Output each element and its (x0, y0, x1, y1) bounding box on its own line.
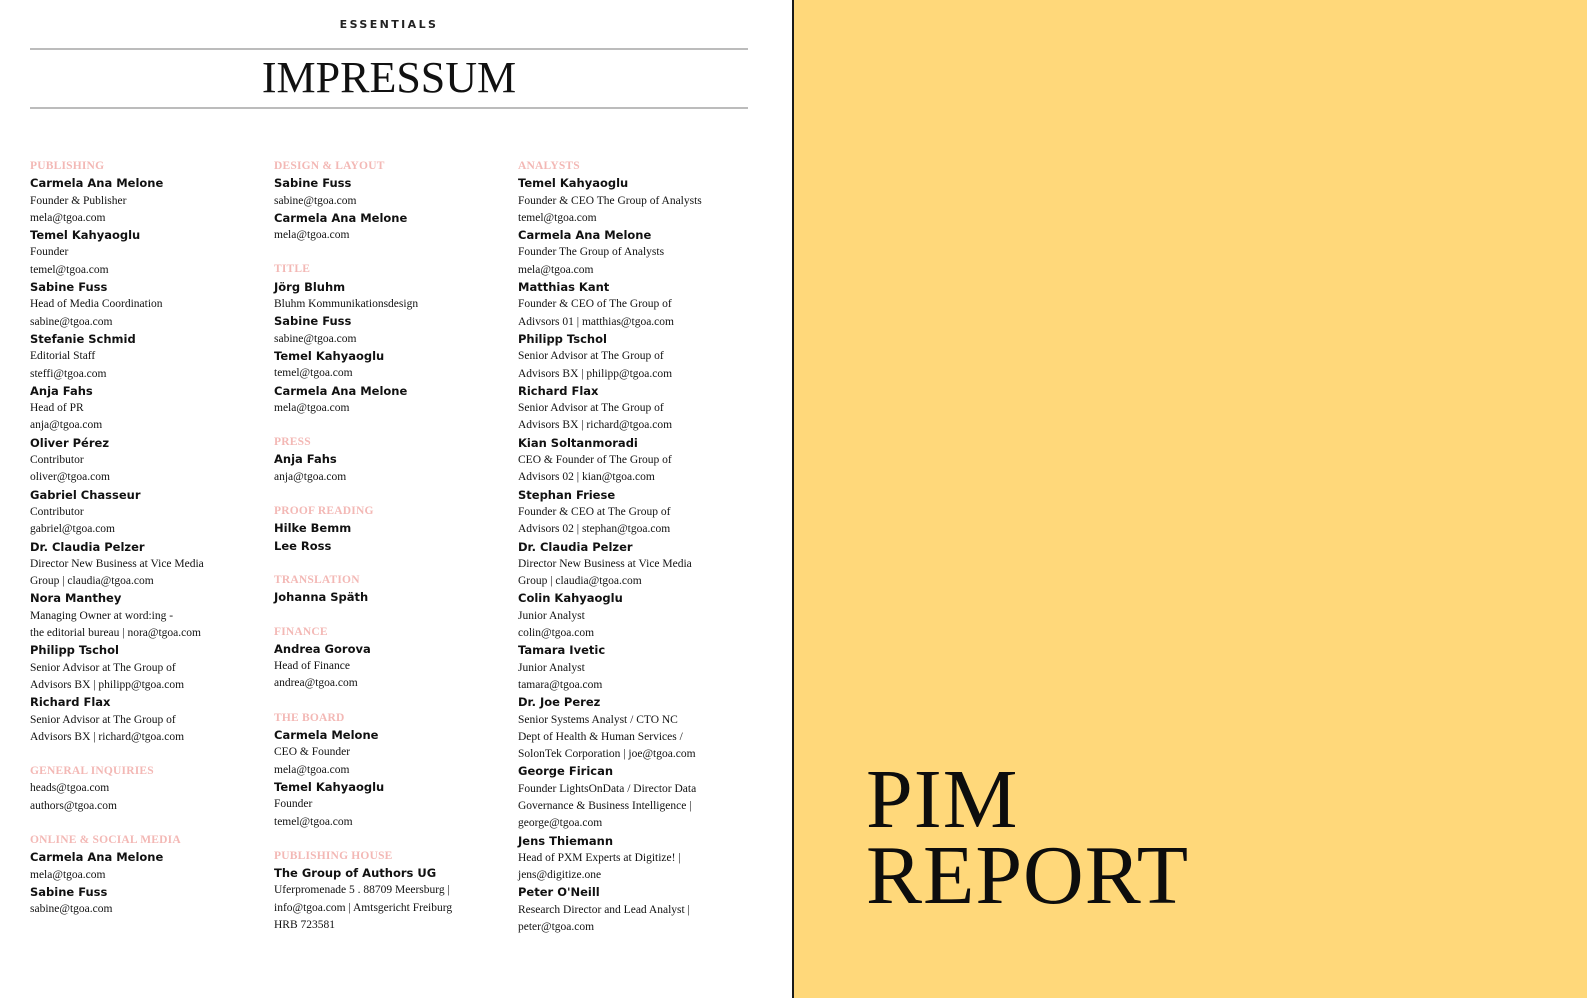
contact-detail-line: sabine@tgoa.com (30, 315, 113, 328)
contact-entry (30, 383, 265, 435)
contact-name: Carmela Melone (274, 728, 379, 743)
contact-detail-line: sabine@tgoa.com (274, 332, 357, 345)
section-heading: ONLINE & SOCIAL MEDIA (30, 833, 181, 846)
contact-name: Carmela Ana Melone (518, 228, 652, 243)
contact-name: George Firican (518, 764, 614, 779)
contact-detail-line: Contributor (30, 454, 84, 467)
bottom-rule (30, 107, 748, 109)
contact-entry (518, 331, 753, 383)
contact-detail-line: oliver@tgoa.com (30, 471, 110, 484)
contact-detail-line: Editorial Staff (30, 350, 96, 363)
contact-detail-line: Junior Analyst (518, 609, 585, 622)
impressum-section (30, 158, 265, 746)
contact-name: Sabine Fuss (274, 314, 352, 329)
contact-detail-line: gabriel@tgoa.com (30, 523, 115, 536)
contact-entry (30, 487, 265, 539)
contact-detail-line: Head of Finance (274, 660, 350, 673)
contact-detail-line: Contributor (30, 505, 84, 518)
contact-entry (30, 694, 265, 746)
top-rule (30, 48, 748, 50)
contact-detail-line: temel@tgoa.com (30, 263, 109, 276)
contact-entry (274, 727, 509, 779)
contact-detail-line: andrea@tgoa.com (274, 677, 358, 690)
contact-entry (518, 590, 753, 642)
contact-detail-line: steffi@tgoa.com (30, 367, 107, 380)
contact-detail-line: Managing Owner at word:ing - (30, 609, 174, 622)
contact-detail-line: CEO & Founder (274, 746, 351, 759)
section-kicker: ESSENTIALS (339, 18, 439, 31)
contact-entry (30, 642, 265, 694)
contact-name: Sabine Fuss (30, 280, 108, 295)
contact-name: Tamara Ivetic (518, 643, 606, 658)
contact-detail-line: Founder & Publisher (30, 194, 127, 207)
impressum-section (30, 763, 265, 815)
contact-detail-line: sabine@tgoa.com (30, 903, 113, 916)
contact-detail-line: Senior Advisor at The Group of (518, 350, 664, 363)
contact-name: Philipp Tschol (518, 331, 607, 346)
contact-detail-line: authors@tgoa.com (30, 799, 117, 812)
left-page (0, 0, 792, 998)
contact-entry (274, 641, 509, 693)
contact-name: Peter O'Neill (518, 885, 600, 900)
contact-entry (274, 383, 509, 418)
contact-detail-line: Group | claudia@tgoa.com (518, 575, 642, 588)
contact-name: Carmela Ana Melone (30, 176, 164, 191)
section-heading: TITLE (274, 263, 311, 276)
contact-name: Nora Manthey (30, 591, 122, 606)
contact-name: Philipp Tschol (30, 643, 119, 658)
contact-entry (518, 539, 753, 591)
contact-entry (30, 175, 265, 227)
contact-entry (518, 279, 753, 331)
contact-detail-line: temel@tgoa.com (518, 211, 597, 224)
contact-name: Jens Thiemann (518, 833, 614, 848)
contact-name: Temel Kahyaoglu (518, 176, 629, 191)
contact-entry (274, 348, 509, 383)
report-title-line-2: REPORT (866, 829, 1190, 922)
contact-detail-line: Head of Media Coordination (30, 298, 163, 311)
contact-detail-line: Dept of Health & Human Services / (518, 730, 683, 743)
contact-name: Carmela Ana Melone (274, 210, 408, 225)
contact-detail-line: SolonTek Corporation | joe@tgoa.com (518, 748, 696, 761)
contact-detail-line: Founder & CEO of The Group of (518, 298, 672, 311)
contact-entry (274, 779, 509, 831)
contact-entry (30, 780, 265, 815)
contact-name: Stephan Friese (518, 487, 616, 502)
contact-name: Colin Kahyaoglu (518, 591, 623, 606)
impressum-section (518, 158, 753, 936)
contact-entry (274, 451, 509, 486)
contact-detail-line: tamara@tgoa.com (518, 678, 603, 691)
contact-name: Sabine Fuss (30, 884, 108, 899)
contact-detail-line: anja@tgoa.com (30, 419, 103, 432)
contact-detail-line: Head of PXM Experts at Digitize! | (518, 851, 681, 864)
section-heading: THE BOARD (274, 711, 345, 724)
page-title: IMPRESSUM (261, 53, 517, 102)
contact-detail-line: heads@tgoa.com (30, 782, 110, 795)
contact-name: Carmela Ana Melone (30, 850, 164, 865)
impressum-section (274, 503, 509, 555)
contact-entry (518, 487, 753, 539)
contact-name: Dr. Claudia Pelzer (518, 539, 633, 554)
impressum-section (274, 158, 509, 244)
section-heading: TRANSLATION (274, 573, 360, 586)
contact-detail-line: Uferpromenade 5 . 88709 Meersburg | (274, 884, 450, 897)
contact-entry (518, 884, 753, 936)
contact-entry (30, 849, 265, 884)
contact-name: Anja Fahs (274, 452, 337, 467)
contact-entry (518, 694, 753, 763)
section-heading: DESIGN & LAYOUT (274, 160, 385, 172)
section-heading: PRESS (274, 436, 311, 449)
contact-detail-line: Founder & CEO at The Group of (518, 505, 671, 518)
contact-detail-line: the editorial bureau | nora@tgoa.com (30, 627, 201, 640)
contact-detail-line: Founder LightsOnData / Director Data (518, 782, 697, 795)
report-title-line-1: PIM (866, 753, 1019, 846)
contact-detail-line: Founder The Group of Analysts (518, 246, 665, 259)
impressum-section (274, 261, 509, 417)
report-title (866, 753, 1190, 922)
contact-name: Anja Fahs (30, 383, 93, 398)
contact-entry (274, 175, 509, 210)
contact-entry (30, 539, 265, 591)
contact-detail-line: Advisors BX | richard@tgoa.com (518, 419, 673, 432)
impressum-section (274, 572, 509, 607)
contact-name: Temel Kahyaoglu (274, 779, 385, 794)
section-heading: PUBLISHING HOUSE (274, 849, 393, 862)
contact-detail-line: temel@tgoa.com (274, 815, 353, 828)
contact-entry (274, 538, 509, 555)
contact-name: Oliver Pérez (30, 435, 110, 450)
contact-detail-line: Governance & Business Intelligence | (518, 799, 692, 812)
contact-name: Richard Flax (518, 383, 599, 398)
contact-detail-line: mela@tgoa.com (30, 868, 106, 881)
contact-detail-line: peter@tgoa.com (518, 921, 595, 934)
contact-detail-line: jens@digitize.one (518, 869, 602, 882)
contact-name: Gabriel Chasseur (30, 487, 141, 502)
contact-detail-line: Advisors 02 | stephan@tgoa.com (518, 523, 671, 536)
contact-entry (30, 227, 265, 279)
contact-entry (274, 520, 509, 537)
contact-detail-line: temel@tgoa.com (274, 367, 353, 380)
contact-entry (274, 313, 509, 348)
contact-detail-line: anja@tgoa.com (274, 470, 347, 483)
contact-name: Hilke Bemm (274, 521, 352, 536)
contact-entry (518, 175, 753, 227)
contact-name: Richard Flax (30, 695, 111, 710)
contact-detail-line: Senior Systems Analyst / CTO NC (518, 713, 678, 726)
contact-entry (518, 763, 753, 832)
contact-detail-line: Group | claudia@tgoa.com (30, 575, 154, 588)
contact-name: Johanna Späth (274, 590, 369, 605)
impressum-section (274, 710, 509, 831)
contact-detail-line: Advisors BX | philipp@tgoa.com (518, 367, 673, 380)
contact-name: The Group of Authors UG (274, 866, 437, 881)
contact-detail-line: Director New Business at Vice Media (30, 557, 204, 570)
contact-detail-line: mela@tgoa.com (518, 263, 594, 276)
contact-detail-line: mela@tgoa.com (274, 401, 350, 414)
contact-detail-line: Founder & CEO The Group of Analysts (518, 194, 702, 207)
contact-detail-line: info@tgoa.com | Amtsgericht Freiburg (274, 901, 453, 914)
contact-detail-line: Advisors BX | philipp@tgoa.com (30, 678, 185, 691)
contact-entry (518, 642, 753, 694)
contact-entry (518, 435, 753, 487)
contact-detail-line: Adivsors 01 | matthias@tgoa.com (518, 315, 674, 328)
contact-detail-line: george@tgoa.com (518, 817, 603, 830)
impressum-section (274, 624, 509, 693)
contact-name: Kian Soltanmoradi (518, 435, 638, 450)
contact-name: Temel Kahyaoglu (30, 228, 141, 243)
contact-entry (274, 865, 509, 934)
contact-detail-line: Senior Advisor at The Group of (30, 661, 176, 674)
contact-name: Dr. Claudia Pelzer (30, 539, 145, 554)
contact-detail-line: Director New Business at Vice Media (518, 557, 692, 570)
contact-detail-line: sabine@tgoa.com (274, 194, 357, 207)
contact-name: Jörg Bluhm (274, 279, 346, 294)
contact-name: Andrea Gorova (274, 641, 371, 656)
section-heading: ANALYSTS (518, 160, 580, 172)
contact-detail-line: mela@tgoa.com (30, 211, 106, 224)
contact-detail-line: Founder (274, 798, 313, 811)
contact-name: Dr. Joe Perez (518, 695, 601, 710)
contact-name: Matthias Kant (518, 280, 610, 295)
contact-entry (274, 589, 509, 606)
contact-entry (518, 383, 753, 435)
contact-detail-line: Founder (30, 246, 69, 259)
contact-detail-line: Senior Advisor at The Group of (518, 402, 664, 415)
contact-entry (30, 590, 265, 642)
contact-entry (274, 279, 509, 314)
contact-entry (274, 210, 509, 245)
section-heading: FINANCE (274, 625, 328, 638)
contact-detail-line: Advisors BX | richard@tgoa.com (30, 730, 185, 743)
contact-name: Temel Kahyaoglu (274, 348, 385, 363)
contact-detail-line: CEO & Founder of The Group of (518, 454, 672, 467)
contact-detail-line: Senior Advisor at The Group of (30, 713, 176, 726)
contact-detail-line: colin@tgoa.com (518, 627, 595, 640)
contact-entry (30, 279, 265, 331)
contact-detail-line: Head of PR (30, 402, 84, 415)
contact-name: Carmela Ana Melone (274, 383, 408, 398)
contact-detail-line: HRB 723581 (274, 918, 336, 931)
contact-detail-line: Research Director and Lead Analyst | (518, 903, 690, 916)
impressum-section (30, 832, 265, 918)
section-heading: PUBLISHING (30, 160, 105, 172)
contact-name: Lee Ross (274, 538, 332, 553)
section-heading: PROOF READING (274, 505, 374, 518)
contact-detail-line: Junior Analyst (518, 661, 585, 674)
section-heading: GENERAL INQUIRIES (30, 765, 154, 778)
contact-detail-line: Bluhm Kommunikationsdesign (274, 298, 419, 311)
contact-entry (518, 227, 753, 279)
contact-entry (30, 331, 265, 383)
contact-entry (30, 884, 265, 919)
impressum-section (274, 434, 509, 486)
contact-entry (518, 833, 753, 885)
column-1 (30, 158, 265, 935)
contact-detail-line: Advisors 02 | kian@tgoa.com (518, 471, 655, 484)
column-3 (518, 158, 753, 953)
column-2 (274, 158, 509, 951)
contact-detail-line: mela@tgoa.com (274, 763, 350, 776)
contact-entry (30, 435, 265, 487)
contact-name: Stefanie Schmid (30, 331, 136, 346)
contact-detail-line: mela@tgoa.com (274, 229, 350, 242)
contact-name: Sabine Fuss (274, 176, 352, 191)
impressum-section (274, 848, 509, 934)
